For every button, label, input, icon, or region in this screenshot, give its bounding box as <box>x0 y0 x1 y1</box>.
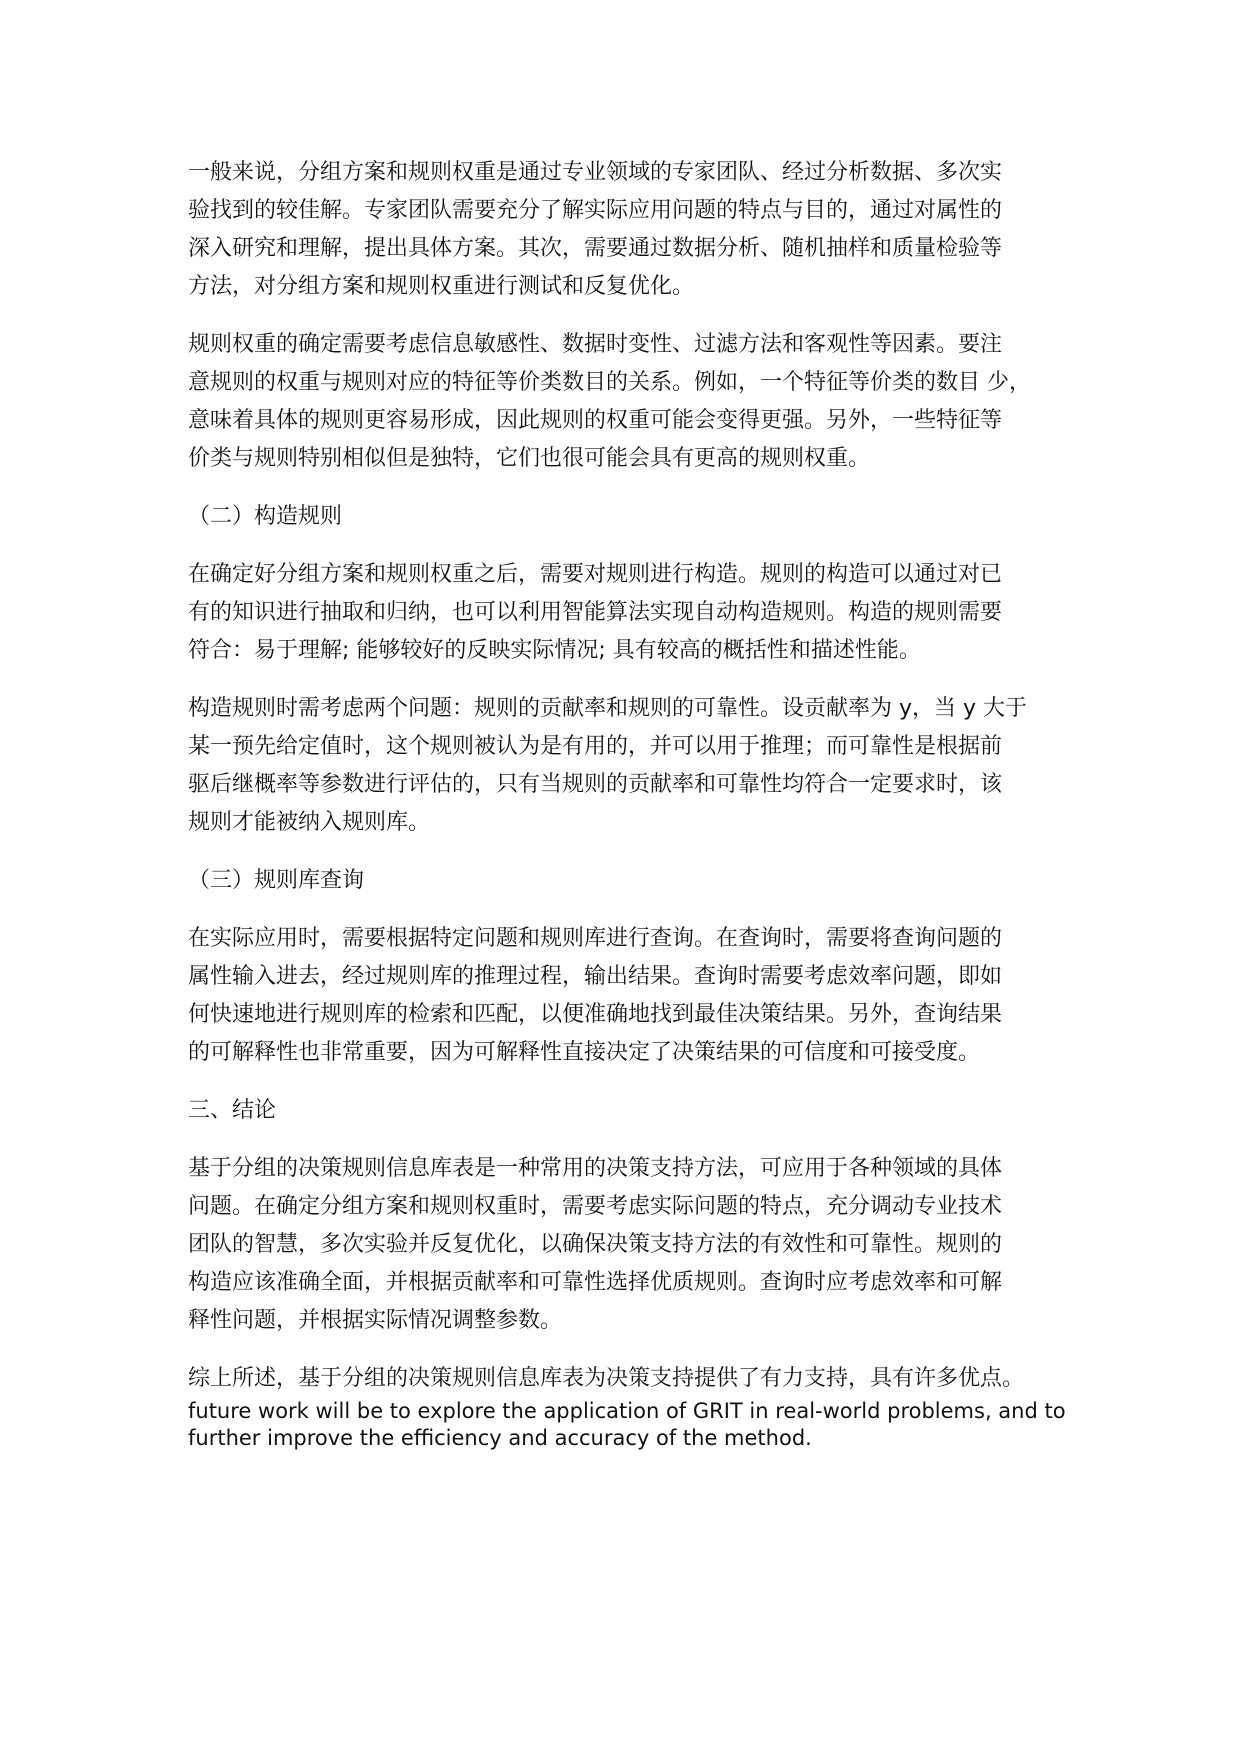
text-line: 释性问题，并根据实际情况调整参数。 <box>188 1308 563 1333</box>
text-line: 何快速地进行规则库的检索和匹配，以便准确地找到最佳决策结果。另外，查询结果 <box>188 1002 1003 1027</box>
text-line: future work will be to explore the application of GRIT in real-world problems, and to <box>188 1399 1066 1423</box>
text-line: 有的知识进行抽取和归纳，也可以利用智能算法实现自动构造规则。构造的规则需要 <box>188 600 1003 625</box>
paragraph <box>188 1150 1088 1340</box>
text-line: 意味着具体的规则更容易形成，因此规则的权重可能会变得更强。另外，一些特征等 <box>188 408 1003 433</box>
text-line: 综上所述，基于分组的决策规则信息库表为决策支持提供了有力支持，具有许多优点。 <box>188 1366 1025 1391</box>
text-line: 深入研究和理解，提出具体方案。其次，需要通过数据分析、随机抽样和质量检验等 <box>188 236 1003 261</box>
text-line: 一般来说，分组方案和规则权重是通过专业领域的专家团队、经过分析数据、多次实 <box>188 160 1003 185</box>
text-line: 符合：易于理解; 能够较好的反映实际情况; 具有较高的概括性和描述性能。 <box>188 638 921 663</box>
paragraph <box>188 920 1088 1072</box>
text-line: 在实际应用时，需要根据特定问题和规则库进行查询。在查询时，需要将查询问题的 <box>188 926 1003 951</box>
section-heading: （二）构造规则 <box>188 504 343 529</box>
paragraph <box>188 326 1088 478</box>
section-heading: （三）规则库查询 <box>188 868 365 893</box>
final-paragraph <box>188 1360 1088 1452</box>
text-line: 问题。在确定分组方案和规则权重时，需要考虑实际问题的特点，充分调动专业技术 <box>188 1194 1003 1219</box>
text-line: 价类与规则特别相似但是独特，它们也很可能会具有更高的规则权重。 <box>188 446 871 471</box>
text-line: 的可解释性也非常重要，因为可解释性直接决定了决策结果的可信度和可接受度。 <box>188 1040 981 1065</box>
document-body <box>188 154 1088 1452</box>
paragraph <box>188 690 1088 842</box>
text-line: 团队的智慧，多次实验并反复优化，以确保决策支持方法的有效性和可靠性。规则的 <box>188 1232 1003 1257</box>
text-line: 属性输入进去，经过规则库的推理过程，输出结果。查询时需要考虑效率问题，即如 <box>188 964 1003 989</box>
text-line: 构造规则时需考虑两个问题：规则的贡献率和规则的可靠性。设贡献率为 y，当 y 大于 <box>188 696 1028 721</box>
conclusion-heading: 三、结论 <box>188 1098 277 1123</box>
text-line: 驱后继概率等参数进行评估的，只有当规则的贡献率和可靠性均符合一定要求时，该 <box>188 772 1003 797</box>
text-line: 构造应该准确全面，并根据贡献率和可靠性选择优质规则。查询时应考虑效率和可解 <box>188 1270 1003 1295</box>
text-line: 验找到的较佳解。专家团队需要充分了解实际应用问题的特点与目的，通过对属性的 <box>188 198 1003 223</box>
text-line: 意规则的权重与规则对应的特征等价类数目的关系。例如，一个特征等价类的数目 少， <box>188 370 1031 395</box>
paragraph <box>188 556 1088 670</box>
text-line: 某一预先给定值时，这个规则被认为是有用的，并可以用于推理；而可靠性是根据前 <box>188 734 1003 759</box>
text-line: 规则权重的确定需要考虑信息敏感性、数据时变性、过滤方法和客观性等因素。要注 <box>188 332 1003 357</box>
text-line: 在确定好分组方案和规则权重之后，需要对规则进行构造。规则的构造可以通过对已 <box>188 562 1003 587</box>
text-line: 方法，对分组方案和规则权重进行测试和反复优化。 <box>188 274 695 299</box>
text-line: further improve the efficiency and accuracy of the method. <box>188 1426 812 1450</box>
paragraph <box>188 154 1088 306</box>
text-line: 规则才能被纳入规则库。 <box>188 810 431 835</box>
text-line: 基于分组的决策规则信息库表是一种常用的决策支持方法，可应用于各种领域的具体 <box>188 1156 1003 1181</box>
